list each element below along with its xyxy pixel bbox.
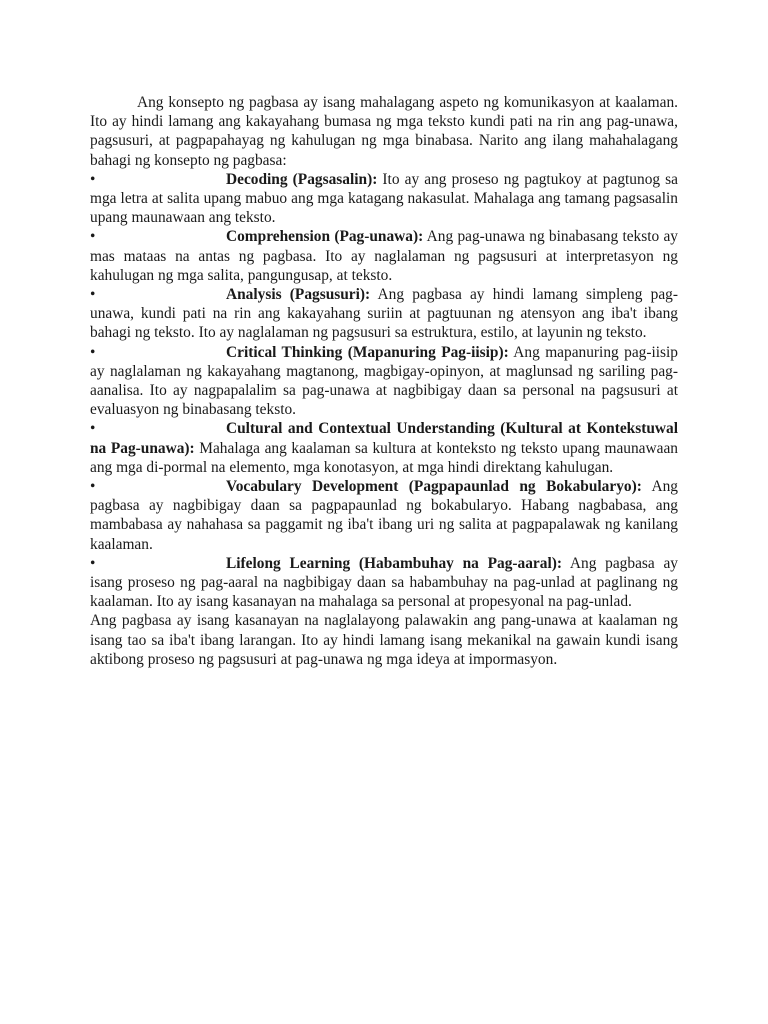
document-body xyxy=(90,93,678,669)
list-item-text: Ang mapanuring pag-iisip ay naglalaman ng kakayahang magtanong, magbigay-opinyon, at maglunsad ng sariling pag-aanalisa. Ito ay nagpapalalim sa pag-unawa at nagbibigay daan sa personal na pagsusuri at evaluasyon ng binabasang teksto. xyxy=(90,343,678,419)
list-item-vocabulary-development xyxy=(90,477,678,554)
list-item-text: Ang pagbasa ay isang proseso ng pag-aaral na nagbibigay daan sa habambuhay na pag-unlad at paglinang ng kaalaman. Ito ay isang kasanayan na mahalaga sa personal at propesyonal na pag-unlad. xyxy=(90,554,678,611)
list-item-text: Ang pagbasa ay hindi lamang simpleng pag-unawa, kundi pati na rin ang kakayahang suriin at pagtuunan ng atensyon ang iba't ibang bahagi ng teksto. Ito ay naglalaman ng pagsusuri sa estruktura, estilo, at layunin ng teksto. xyxy=(90,286,678,342)
list-item-analysis xyxy=(90,285,678,343)
bullet-marker: • xyxy=(90,286,96,304)
list-item-text: Ang pagbasa ay nagbibigay daan sa pagpapaunlad ng bokabularyo. Habang nagbabasa, ang mambabasa ay nahahasa sa paggamit ng iba't ibang uri ng salita at pagpapalawak ng kanilang kaalaman. xyxy=(90,478,678,553)
list-item-term: Decoding (Pagsasalin): xyxy=(226,170,378,188)
list-item-comprehension xyxy=(90,227,678,285)
list-item-cultural-understanding xyxy=(90,419,678,477)
list-item-term: Comprehension (Pag-unawa): xyxy=(226,228,424,246)
list-item-term: Lifelong Learning (Habambuhay na Pag-aaral): xyxy=(226,554,562,572)
conclusion-paragraph: Ang pagbasa ay isang kasanayan na naglalayong palawakin ang pang-unawa at kaalaman ng isang tao sa iba't ibang larangan. Ito ay hindi lamang isang mekanikal na gawain kundi isang aktibong proseso ng pagsusuri at pag-unawa ng mga ideya at impormasyon. xyxy=(90,612,678,668)
list-item-term: Cultural and Contextual Understanding (Kultural at Kontekstuwal na Pag-unawa): xyxy=(90,420,678,457)
list-item-text: Ang pag-unawa ng binabasang teksto ay mas mataas na antas ng pagbasa. Ito ay naglalaman ng pagsusuri at interpretasyon ng kahulugan ng mga salita, pangungusap, at teksto. xyxy=(90,228,679,284)
list-item-decoding xyxy=(90,170,678,228)
list-item-text: Ito ay ang proseso ng pagtukoy at pagtunog sa mga letra at salita upang mabuo ang mga katagang nakasulat. Mahalaga ang tamang pagsasalin upang maunawaan ang teksto. xyxy=(90,170,679,227)
bullet-marker: • xyxy=(90,420,96,438)
list-item-term: Critical Thinking (Mapanuring Pag-iisip): xyxy=(226,343,509,361)
list-item-text: Mahalaga ang kaalaman sa kultura at konteksto ng teksto upang maunawaan ang mga di-pormal na elemento, mga konotasyon, at mga hindi direktang kahulugan. xyxy=(90,439,678,476)
list-item-term: Analysis (Pagsusuri): xyxy=(226,286,371,304)
list-item-term: Vocabulary Development (Pagpapaunlad ng Bokabularyo): xyxy=(226,478,642,496)
bullet-marker: • xyxy=(90,170,96,188)
list-item-critical-thinking xyxy=(90,343,678,420)
bullet-marker: • xyxy=(90,554,96,572)
bullet-marker: • xyxy=(90,343,96,361)
intro-paragraph: Ang konsepto ng pagbasa ay isang mahalagang aspeto ng komunikasyon at kaalaman. Ito ay hindi lamang ang kakayahang bumasa ng mga teksto kundi pati na rin ang pag-unawa, pagsusuri, at pagpapahayag ng kahulugan ng mga binabasa. Narito ang ilang mahahalagang bahagi ng konsepto ng pagbasa: xyxy=(90,94,678,169)
bullet-marker: • xyxy=(90,228,96,246)
bullet-marker: • xyxy=(90,478,96,496)
list-item-lifelong-learning xyxy=(90,554,678,612)
